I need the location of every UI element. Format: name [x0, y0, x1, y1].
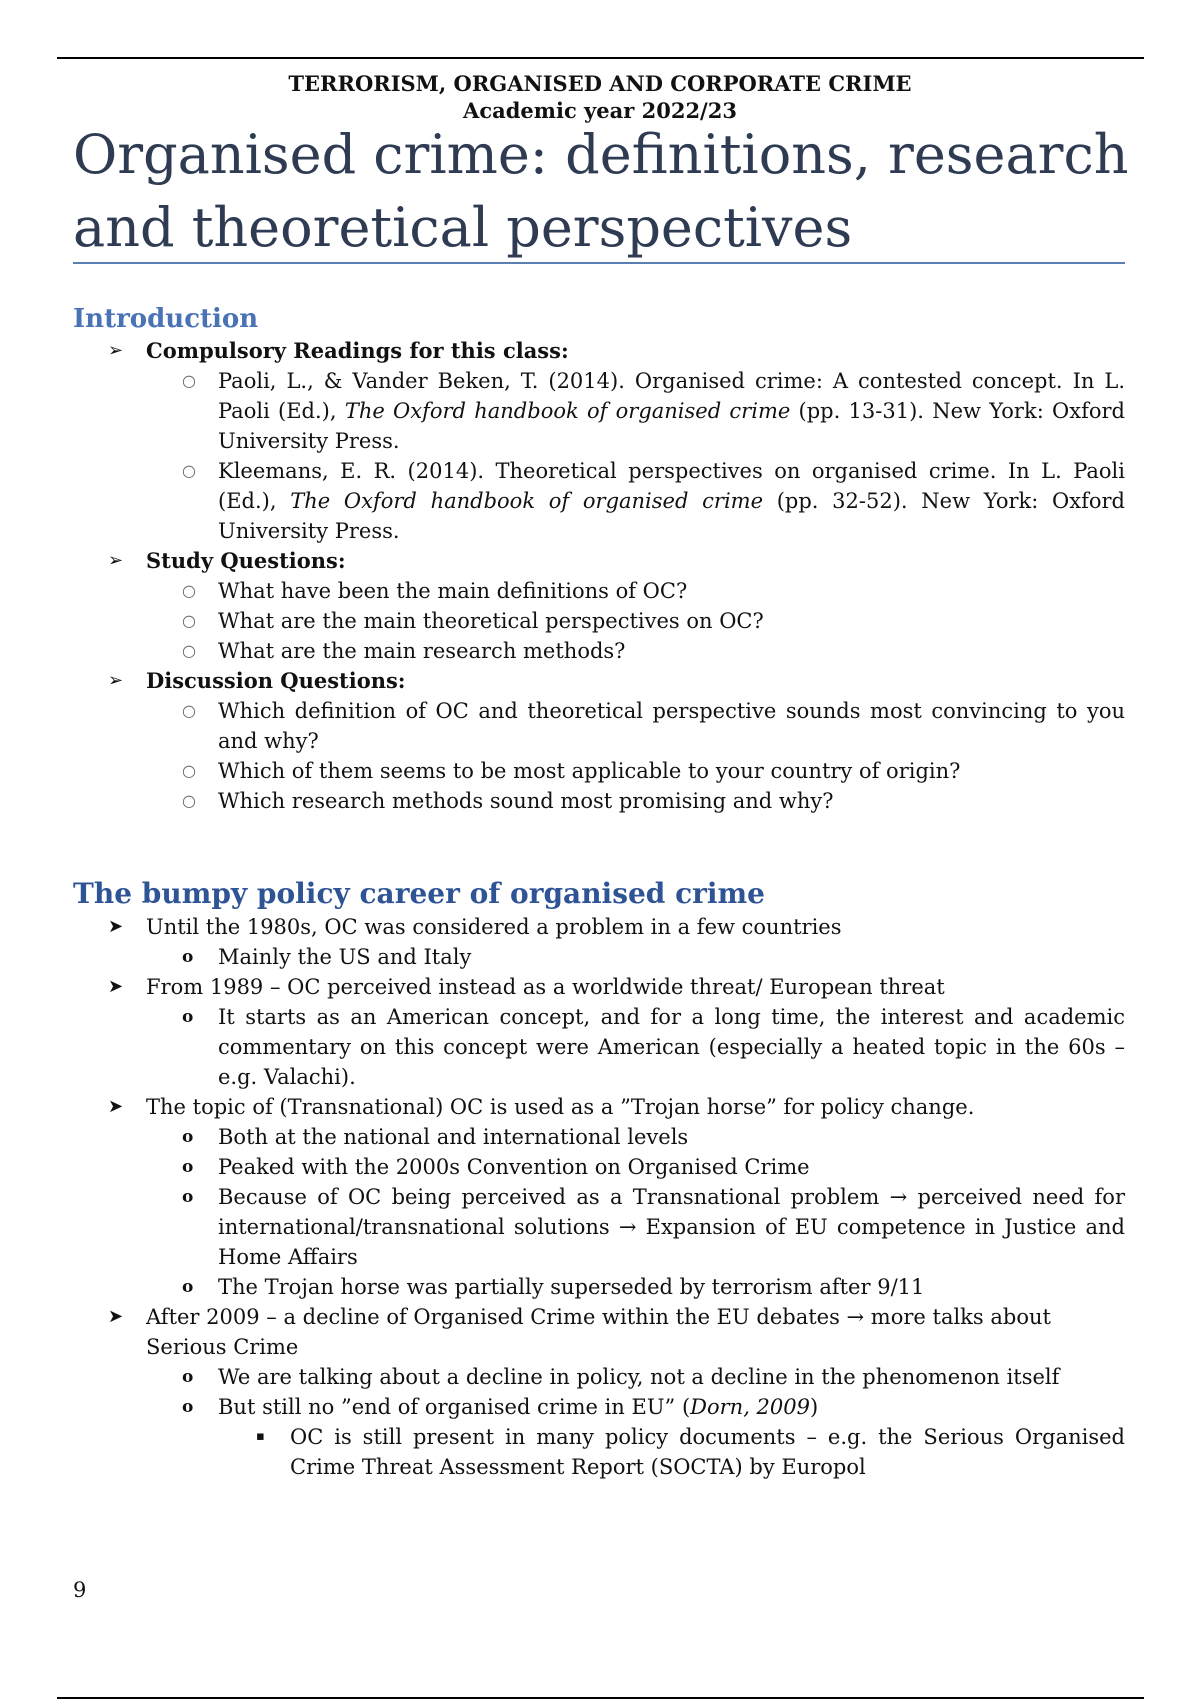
study-questions-list [146, 576, 1125, 666]
circle-bullet-icon: o [182, 1007, 194, 1027]
reading-kleemans [146, 456, 1125, 546]
point-text: From 1989 – OC perceived instead as a worldwide threat/ European threat [146, 975, 945, 999]
question-text: Which of them seems to be most applicable to your country of origin? [218, 759, 961, 783]
circle-bullet-icon: ○ [182, 791, 196, 810]
academic-year: Academic year 2022/23 [463, 98, 737, 123]
sub-sub-point-text: OC is still present in many policy documents – e.g. the Serious Organised Crime Threat Assessment Report (SOCTA) by Europol [290, 1425, 1125, 1479]
arrow-bullet-icon: ➤ [108, 1096, 124, 1117]
sub-list [146, 942, 1125, 972]
reading-paoli [146, 366, 1125, 456]
circle-bullet-icon: ○ [182, 641, 196, 660]
arrow-bullet-icon: ➢ [108, 550, 124, 571]
arrow-bullet-icon: ➤ [108, 976, 124, 997]
circle-bullet-icon: o [182, 1157, 194, 1177]
question-text: Which research methods sound most promising and why? [218, 789, 834, 813]
citation: Dorn, 2009 [690, 1395, 810, 1419]
square-bullet-icon: ▪ [256, 1429, 265, 1444]
sub-list [146, 1002, 1125, 1092]
arrow-bullet-icon: ➢ [108, 670, 124, 691]
introduction-heading: Introduction [73, 304, 259, 334]
list-item [146, 696, 1125, 756]
reading-book-title: The Oxford handbook of organised crime [344, 399, 791, 423]
sub-list [146, 1362, 1125, 1482]
point-text: The topic of (Transnational) OC is used as a ”Trojan horse” for policy change. [146, 1095, 975, 1119]
study-questions-item [73, 546, 1125, 666]
title-underline [73, 262, 1125, 264]
list-item [73, 1302, 1125, 1482]
sub-point-text: Peaked with the 2000s Convention on Organised Crime [218, 1155, 810, 1179]
list-item [146, 942, 1125, 972]
reading-text: Kleemans, E. R. (2014). Theoretical perspectives on organised crime. In L. Paoli (Ed.), [218, 459, 1125, 513]
sub-point-text: It starts as an American concept, and for a long time, the interest and academic commentary on this concept were American (especially a heated topic in the 60s – e.g. Valachi). [218, 1005, 1125, 1089]
sub-point-text: The Trojan horse was partially superseded by terrorism after 9/11 [218, 1275, 925, 1299]
sub-sub-list [218, 1422, 1125, 1482]
circle-bullet-icon: ○ [182, 581, 196, 600]
list-item [146, 1122, 1125, 1152]
discussion-questions-label: Discussion Questions: [146, 668, 406, 693]
reading-text: Paoli, L., & Vander Beken, T. (2014). Organised crime: A contested concept. In L. Paoli (Ed.), [218, 369, 1125, 423]
study-questions-label: Study Questions: [146, 548, 346, 573]
list-item [146, 606, 1125, 636]
circle-bullet-icon: o [182, 947, 194, 967]
list-item [146, 1392, 1125, 1482]
policy-career-heading: The bumpy policy career of organised crime [73, 877, 765, 910]
introduction-list [73, 336, 1125, 816]
page-number: 9 [73, 1578, 87, 1602]
policy-career-list [73, 912, 1125, 1482]
readings-item [73, 336, 1125, 546]
introduction-section [73, 302, 1125, 816]
discussion-questions-list [146, 696, 1125, 816]
circle-bullet-icon: ○ [182, 611, 196, 630]
circle-bullet-icon: o [182, 1397, 194, 1417]
question-text: What are the main theoretical perspectives on OC? [218, 609, 764, 633]
sub-point-text: But still no ”end of organised crime in EU” ( [218, 1395, 691, 1419]
list-item [146, 1362, 1125, 1392]
reading-text: (pp. 13-31). New York: Oxford University Press. [218, 399, 1125, 453]
list-item [146, 1182, 1125, 1272]
list-item [73, 972, 1125, 1092]
sub-point-text: Because of OC being perceived as a Transnational problem → perceived need for international/transnational solutions → Expansion of EU competence in Justice and Home Affairs [218, 1185, 1125, 1269]
circle-bullet-icon: o [182, 1127, 194, 1147]
list-item [146, 1002, 1125, 1092]
sub-list [146, 1122, 1125, 1302]
list-item [146, 1152, 1125, 1182]
list-item [146, 756, 1125, 786]
running-header [0, 70, 1200, 124]
circle-bullet-icon: o [182, 1277, 194, 1297]
list-item [146, 1272, 1125, 1302]
arrow-bullet-icon: ➤ [108, 916, 124, 937]
point-text: After 2009 – a decline of Organised Crime within the EU debates → more talks about Serious Crime [146, 1305, 1051, 1359]
arrow-bullet-icon: ➢ [108, 340, 124, 361]
circle-bullet-icon: ○ [182, 371, 196, 390]
list-item [73, 1092, 1125, 1302]
readings-list [146, 366, 1125, 546]
sub-point-text: Both at the national and international levels [218, 1125, 689, 1149]
reading-text: (pp. 32-52). New York: Oxford University Press. [218, 489, 1125, 543]
list-item [146, 576, 1125, 606]
arrow-bullet-icon: ➤ [108, 1306, 124, 1327]
sub-point-text: ) [810, 1395, 819, 1419]
list-item [73, 912, 1125, 972]
policy-career-section [73, 876, 1125, 1482]
circle-bullet-icon: ○ [182, 761, 196, 780]
list-item [146, 636, 1125, 666]
circle-bullet-icon: ○ [182, 701, 196, 720]
sub-point-text: Mainly the US and Italy [218, 945, 472, 969]
list-item [146, 786, 1125, 816]
sub-point-text: We are talking about a decline in policy, not a decline in the phenomenon itself [218, 1365, 1060, 1389]
circle-bullet-icon: o [182, 1367, 194, 1387]
question-text: What are the main research methods? [218, 639, 626, 663]
document-title: Organised crime: definitions, research and theoretical perspectives [73, 123, 1129, 259]
question-text: What have been the main definitions of OC? [218, 579, 688, 603]
reading-book-title: The Oxford handbook of organised crime [290, 489, 763, 513]
top-rule [57, 57, 1144, 59]
readings-label: Compulsory Readings for this class: [146, 338, 569, 363]
point-text: Until the 1980s, OC was considered a problem in a few countries [146, 915, 842, 939]
bottom-rule [57, 1697, 1144, 1699]
circle-bullet-icon: o [182, 1187, 194, 1207]
list-item [218, 1422, 1125, 1482]
question-text: Which definition of OC and theoretical perspective sounds most convincing to you and why? [218, 699, 1125, 753]
circle-bullet-icon: ○ [182, 461, 196, 480]
course-title: TERRORISM, ORGANISED AND CORPORATE CRIME [288, 71, 912, 96]
discussion-questions-item [73, 666, 1125, 816]
